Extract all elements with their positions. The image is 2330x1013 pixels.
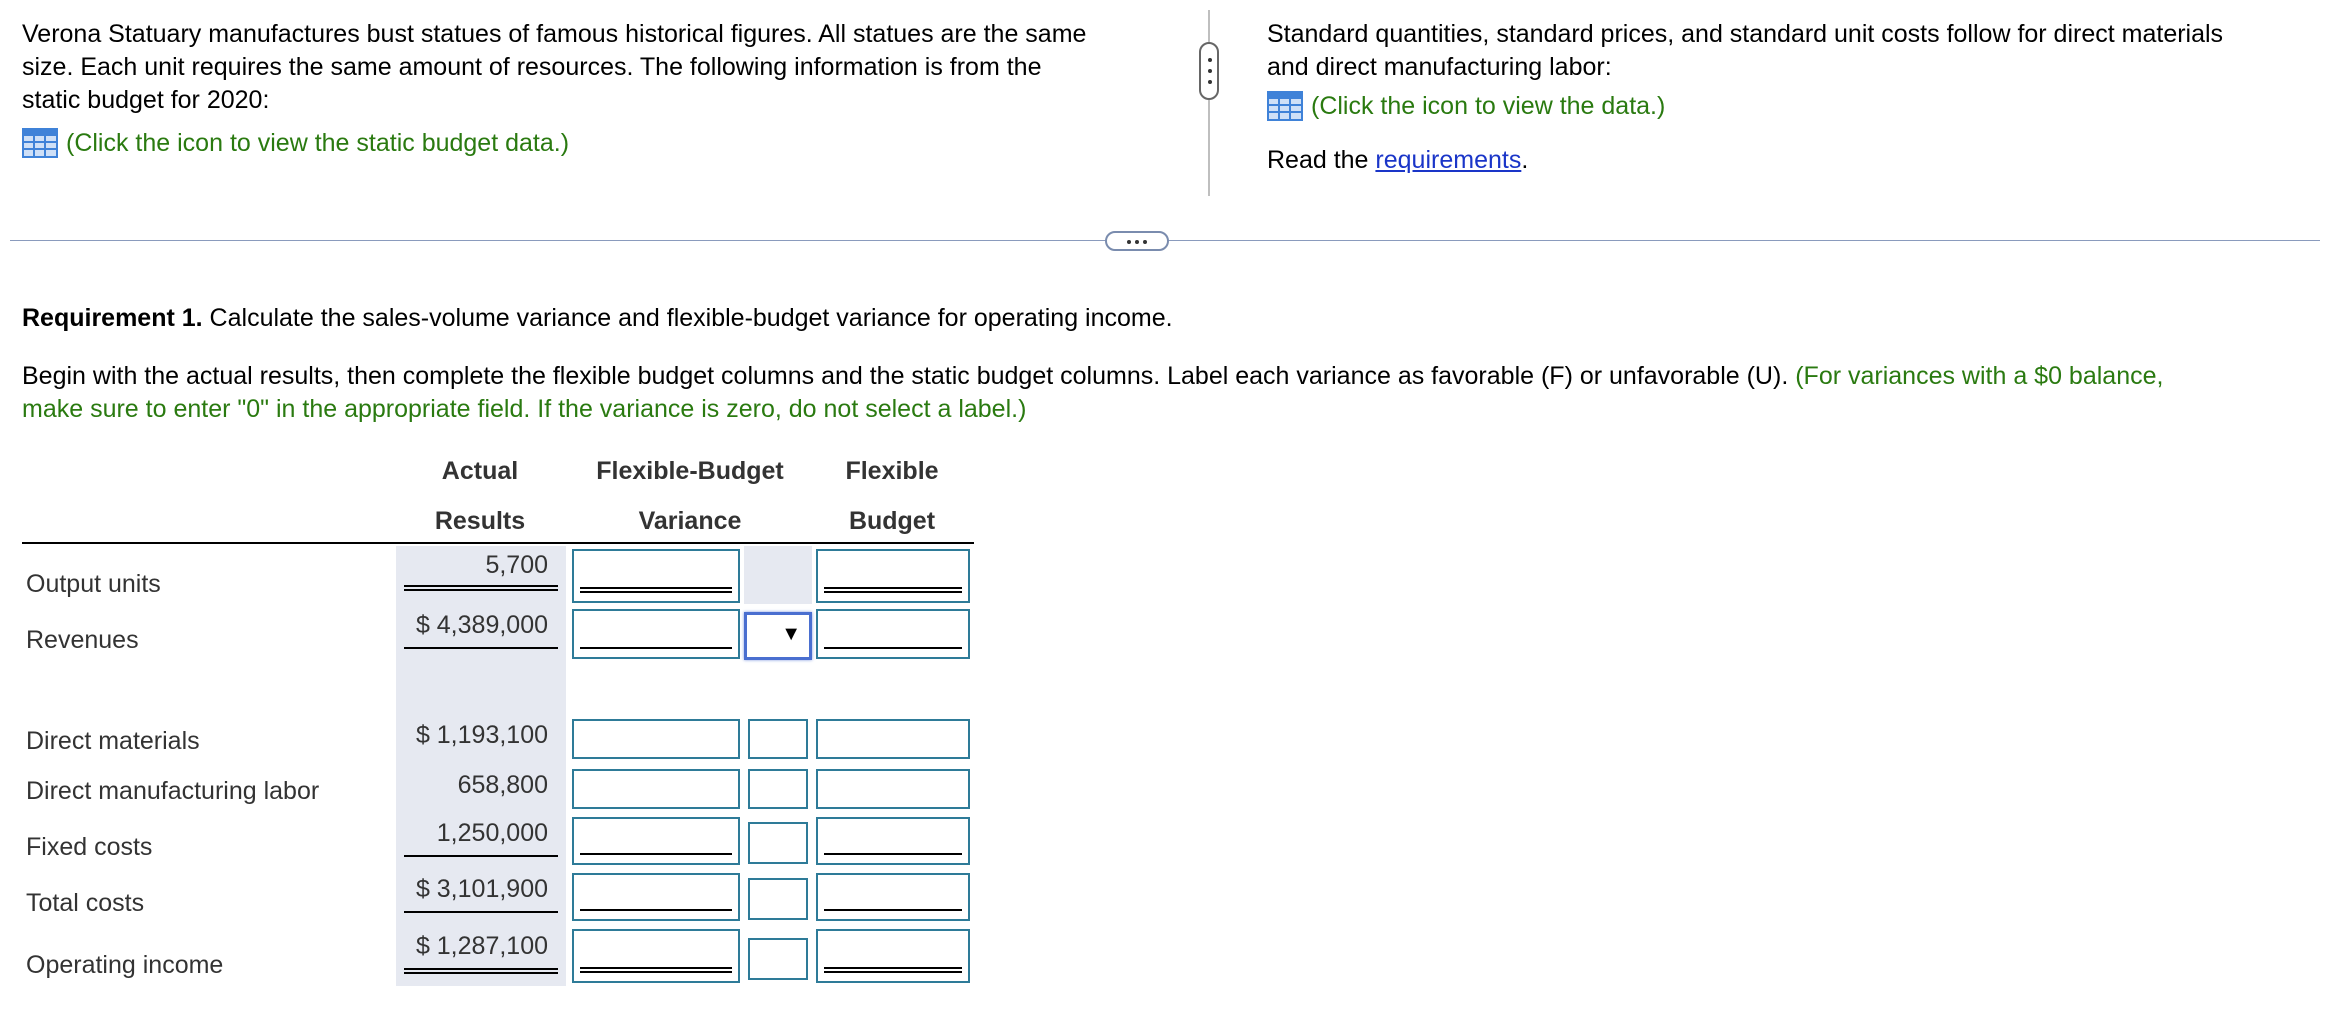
header-actual-1: Actual [441, 457, 519, 485]
standards-link[interactable] [1267, 90, 2317, 130]
header-fbv-1: Flexible-Budget [596, 457, 784, 485]
output-label-cell-bg [744, 546, 812, 604]
actual-total-costs: $ 3,101,900 [404, 875, 558, 913]
actual-direct-materials: $ 1,193,100 [416, 721, 548, 749]
fbv-operating-income-label[interactable] [748, 938, 808, 980]
intro-text [22, 18, 1192, 167]
row-label-revenues: Revenues [26, 626, 139, 654]
requirement-text: Calculate the sales-volume variance and flexible-budget variance for operating income. [202, 304, 1173, 332]
fbv-total-costs-label[interactable] [748, 878, 808, 920]
fbv-operating-income-input[interactable] [572, 929, 740, 983]
fb-operating-income-input[interactable] [816, 929, 970, 983]
read-requirements [1267, 144, 2317, 177]
vertical-divider [1208, 10, 1210, 196]
header-fbv-2: Variance [638, 507, 742, 535]
fb-output-units-input[interactable] [816, 549, 970, 603]
horizontal-resize-handle[interactable] [1105, 231, 1169, 251]
static-budget-link-text[interactable]: (Click the icon to view the static budget data.) [66, 129, 570, 157]
fb-direct-labor-input[interactable] [816, 769, 970, 809]
fbv-direct-materials-input[interactable] [572, 719, 740, 759]
intro-line-3: static budget for 2020: [22, 86, 270, 114]
actual-direct-labor: 658,800 [457, 771, 548, 799]
fb-total-costs-input[interactable] [816, 873, 970, 921]
standards-link-text[interactable]: (Click the icon to view the data.) [1311, 92, 1666, 120]
read-suffix: . [1521, 146, 1529, 174]
row-label-output-units: Output units [26, 570, 161, 598]
instruction-note-2: make sure to enter "0" in the appropriate field. If the variance is zero, do not select a label.) [22, 395, 1027, 423]
read-prefix: Read the [1267, 146, 1376, 174]
actual-fixed-costs: 1,250,000 [404, 819, 558, 857]
row-label-fixed-costs: Fixed costs [26, 833, 153, 861]
chevron-down-icon: ▼ [781, 623, 801, 645]
fbv-fixed-costs-input[interactable] [572, 817, 740, 865]
fbv-direct-labor-label[interactable] [748, 769, 808, 809]
instruction-text: Begin with the actual results, then complete the flexible budget columns and the static budget columns. Label each variance as favorable (F) or unfavorable (U). [22, 362, 1796, 390]
fb-direct-materials-input[interactable] [816, 719, 970, 759]
right-line-2: and direct manufacturing labor: [1267, 53, 1612, 81]
intro-line-1: Verona Statuary manufactures bust statues of famous historical figures. All statues are the same [22, 20, 1087, 48]
right-line-1: Standard quantities, standard prices, and standard unit costs follow for direct materials [1267, 20, 2224, 48]
fbv-revenues-input[interactable] [572, 609, 740, 659]
row-label-total-costs: Total costs [26, 889, 145, 917]
header-rule [22, 542, 974, 544]
fbv-output-units-input[interactable] [572, 549, 740, 603]
instructions [22, 360, 2312, 426]
fbv-total-costs-input[interactable] [572, 873, 740, 921]
intro-line-2: size. Each unit requires the same amount of resources. The following information is from the [22, 53, 1042, 81]
fbv-direct-labor-input[interactable] [572, 769, 740, 809]
row-label-direct-materials: Direct materials [26, 727, 200, 755]
actual-operating-income: $ 1,287,100 [404, 932, 558, 974]
actual-revenues: $ 4,389,000 [404, 611, 558, 649]
fbv-fixed-costs-label[interactable] [748, 822, 808, 864]
fb-fixed-costs-input[interactable] [816, 817, 970, 865]
requirement-label: Requirement 1. [22, 304, 203, 332]
actual-output-units: 5,700 [404, 551, 558, 591]
table-icon[interactable] [1267, 91, 1303, 130]
header-fb-1: Flexible [845, 457, 939, 485]
fb-revenues-input[interactable] [816, 609, 970, 659]
fbv-revenues-label-select[interactable] [744, 612, 812, 660]
right-panel [1267, 18, 2317, 177]
table-icon[interactable] [22, 128, 58, 167]
header-fb-2: Budget [848, 507, 936, 535]
requirements-link[interactable]: requirements [1375, 146, 1522, 174]
fbv-direct-materials-label[interactable] [748, 719, 808, 759]
vertical-resize-handle[interactable] [1199, 42, 1219, 100]
static-budget-link[interactable] [22, 127, 1192, 167]
instruction-note-1: (For variances with a $0 balance, [1795, 362, 2164, 390]
row-label-direct-labor: Direct manufacturing labor [26, 777, 320, 805]
row-label-operating-income: Operating income [26, 951, 224, 979]
header-actual-2: Results [434, 507, 526, 535]
requirement-heading [22, 302, 1173, 335]
